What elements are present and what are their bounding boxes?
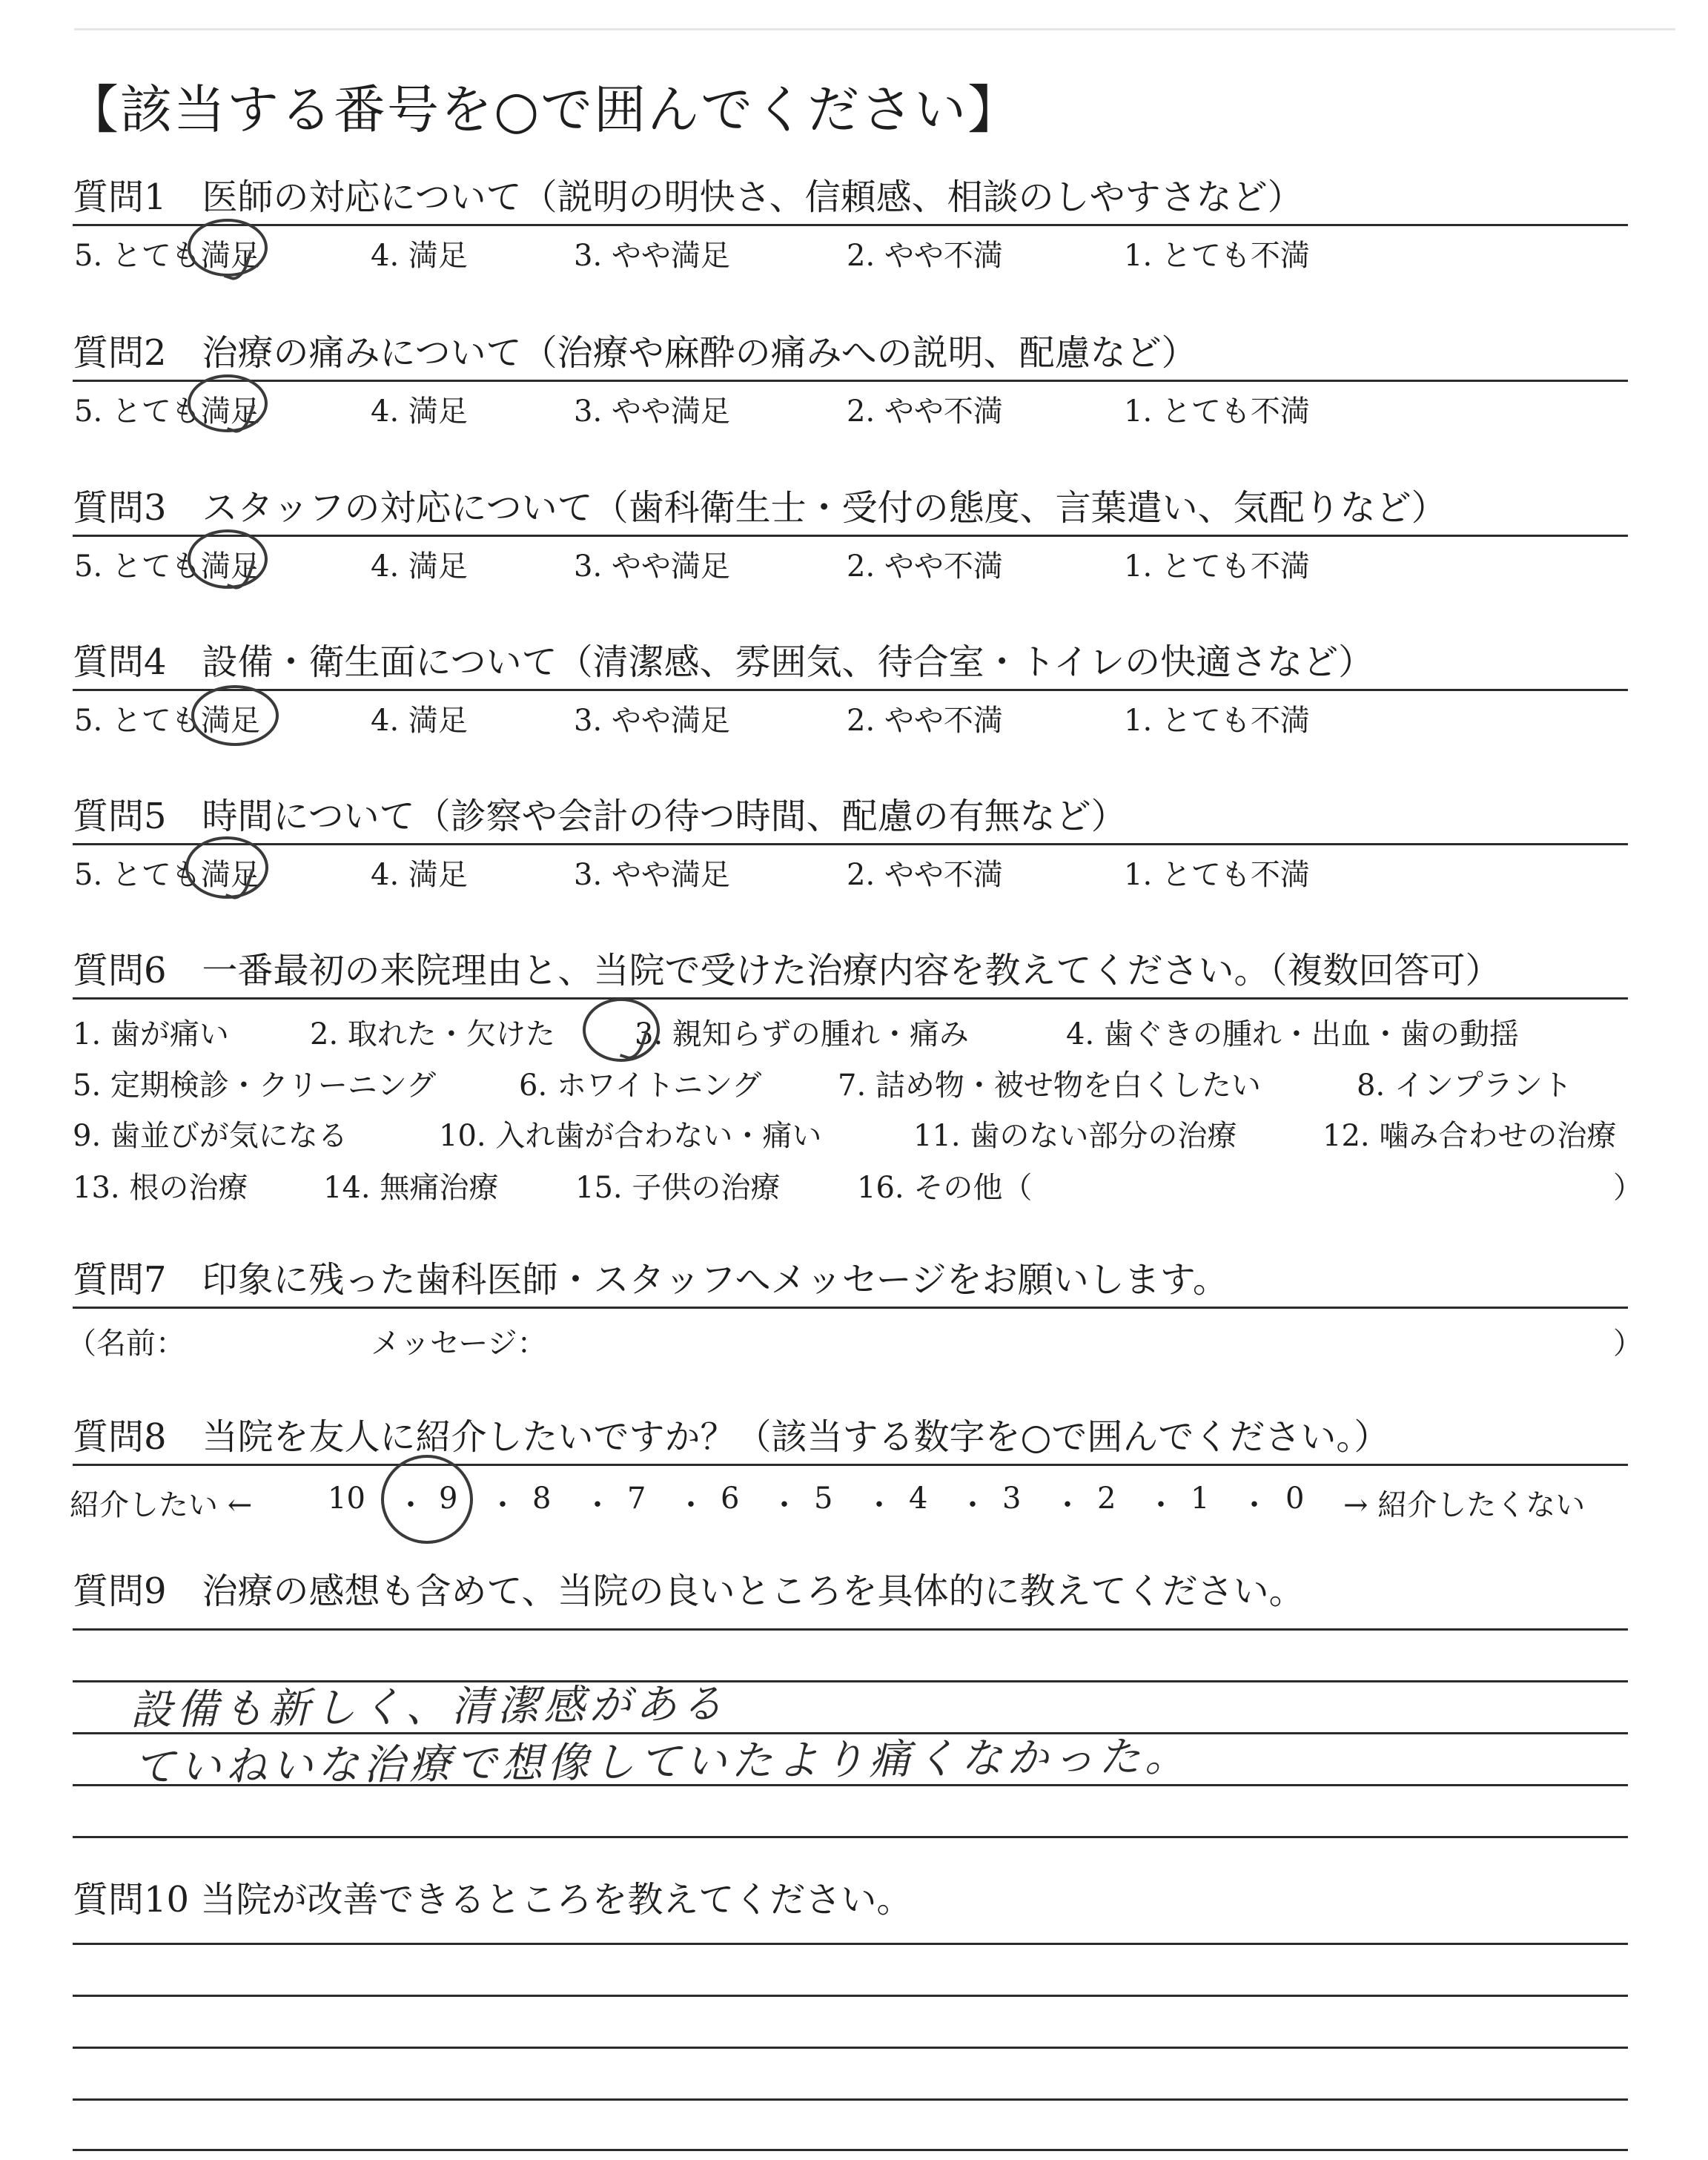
q8-score-3[interactable]: 3 [1002, 1482, 1022, 1516]
question-9 [73, 1572, 1628, 1618]
q2-option-5[interactable]: 5. とても満足 [74, 394, 260, 429]
question-6-label: 質問6 一番最初の来院理由と、当院で受けた治療内容を教えてください。（複数回答可） [73, 950, 1501, 991]
q1-option-4[interactable]: 4. 満足 [371, 239, 468, 273]
q8-dot: ・ [1146, 1488, 1176, 1522]
q6-choice-6[interactable]: 6. ホワイトニング [519, 1069, 762, 1103]
q6-choice-3[interactable]: 3. 親知らずの腫れ・痛み [635, 1017, 969, 1051]
q8-left-label: 紹介したい ← [70, 1488, 253, 1522]
q8-hand-circle [381, 1455, 473, 1544]
answer-rule [73, 1995, 1628, 1997]
question-1-label: 質問1 医師の対応について（説明の明快さ、信頼感、相談のしやすさなど） [73, 176, 1303, 218]
question-1 [73, 178, 1628, 275]
q5-option-1[interactable]: 1. とても不満 [1124, 858, 1310, 892]
question-7 [73, 1261, 1628, 1309]
q2-option-4[interactable]: 4. 満足 [371, 394, 468, 429]
q6-choice-5[interactable]: 5. 定期検診・クリーニング [73, 1069, 437, 1103]
question-8-label: 質問8 当院を友人に紹介したいですか？（該当する数字を○で囲んでください。） [73, 1416, 1390, 1458]
q8-score-5[interactable]: 5 [814, 1482, 833, 1516]
q1-option-1[interactable]: 1. とても不満 [1124, 239, 1310, 273]
q1-option-3[interactable]: 3. やや満足 [574, 239, 730, 273]
question-2-options [73, 382, 1628, 431]
question-7-label: 質問7 印象に残った歯科医師・スタッフへメッセージをお願いします。 [73, 1259, 1228, 1301]
q3-hand-circle [188, 529, 268, 589]
question-6-heading [73, 951, 1628, 1000]
question-8 [73, 1418, 1628, 1466]
q4-option-5[interactable]: 5. とても満足 [74, 704, 260, 738]
question-8-heading [73, 1418, 1628, 1466]
q8-score-2[interactable]: 2 [1097, 1482, 1116, 1516]
answer-rule [73, 2149, 1628, 2151]
question-5-options [73, 845, 1628, 894]
question-5 [73, 797, 1628, 894]
q8-score-0[interactable]: 0 [1285, 1482, 1305, 1516]
question-4 [73, 643, 1628, 740]
q6-choice-16[interactable]: 16. その他（ [857, 1171, 1033, 1205]
q4-option-2[interactable]: 2. やや不満 [847, 704, 1003, 738]
question-3-options [73, 537, 1628, 586]
page-top-rule [74, 28, 1675, 30]
q8-dot: ・ [488, 1488, 517, 1522]
q8-score-4[interactable]: 4 [909, 1482, 928, 1516]
q6-choice-4[interactable]: 4. 歯ぐきの腫れ・出血・歯の動揺 [1066, 1017, 1519, 1051]
q8-dot: ・ [583, 1488, 612, 1522]
q6-choice-13[interactable]: 13. 根の治療 [73, 1171, 248, 1205]
q5-option-3[interactable]: 3. やや満足 [574, 858, 730, 892]
question-7-heading [73, 1261, 1628, 1309]
q5-option-2[interactable]: 2. やや不満 [847, 858, 1003, 892]
question-3 [73, 489, 1628, 586]
question-1-options [73, 226, 1628, 275]
question-1-heading [73, 178, 1628, 226]
q1-option-5[interactable]: 5. とても満足 [74, 239, 260, 273]
q9-answer-line-2: ていねいな治療で想像していたより痛くなかった。 [133, 1732, 1191, 1792]
q2-hand-circle [188, 374, 268, 432]
q3-option-3[interactable]: 3. やや満足 [574, 549, 730, 584]
answer-rule [73, 1943, 1628, 1945]
q6-choice-9[interactable]: 9. 歯並びが気になる [73, 1119, 348, 1153]
question-10-label: 質問10 当院が改善できるところを教えてください。 [73, 1879, 913, 1920]
q6-choice-1[interactable]: 1. 歯が痛い [73, 1017, 229, 1051]
q4-option-4[interactable]: 4. 満足 [371, 704, 468, 738]
question-3-heading [73, 489, 1628, 537]
question-4-label: 質問4 設備・衛生面について（清潔感、雰囲気、待合室・トイレの快適さなど） [73, 641, 1374, 683]
answer-rule [73, 1628, 1628, 1631]
question-9-label: 質問9 治療の感想も含めて、当院の良いところを具体的に教えてください。 [73, 1571, 1305, 1612]
q4-option-1[interactable]: 1. とても不満 [1124, 704, 1310, 738]
q3-option-4[interactable]: 4. 満足 [371, 549, 468, 584]
q6-choice-8[interactable]: 8. インプラント [1357, 1069, 1572, 1103]
q8-score-6[interactable]: 6 [721, 1482, 740, 1516]
question-9-heading [73, 1572, 1628, 1618]
q5-option-5[interactable]: 5. とても満足 [74, 858, 260, 892]
question-4-options [73, 691, 1628, 740]
form-instruction: 【該当する番号を○で囲んでください】 [67, 79, 1022, 140]
q6-other-close-paren: ） [1613, 1171, 1643, 1205]
q2-option-3[interactable]: 3. やや満足 [574, 394, 730, 429]
q6-choice-12[interactable]: 12. 噛み合わせの治療 [1323, 1119, 1617, 1153]
q8-dot: ・ [396, 1488, 426, 1522]
q8-dot: ・ [864, 1488, 894, 1522]
q3-option-1[interactable]: 1. とても不満 [1124, 549, 1310, 584]
q3-option-5[interactable]: 5. とても満足 [74, 549, 260, 584]
q8-dot: ・ [676, 1488, 706, 1522]
answer-rule [73, 2047, 1628, 2049]
q6-choice-15[interactable]: 15. 子供の治療 [575, 1171, 781, 1205]
q3-option-2[interactable]: 2. やや不満 [847, 549, 1003, 584]
q1-option-2[interactable]: 2. やや不満 [847, 239, 1003, 273]
q6-choice-14[interactable]: 14. 無痛治療 [323, 1171, 499, 1205]
q8-score-10[interactable]: 10 [328, 1482, 365, 1516]
question-4-heading [73, 643, 1628, 691]
q8-score-8[interactable]: 8 [532, 1482, 552, 1516]
q8-dot: ・ [958, 1488, 987, 1522]
question-2 [73, 334, 1628, 431]
q2-option-2[interactable]: 2. やや不満 [847, 394, 1003, 429]
question-2-label: 質問2 治療の痛みについて（治療や麻酔の痛みへの説明、配慮など） [73, 332, 1197, 374]
q7-message-label: メッセージ： [371, 1327, 547, 1361]
q8-dot: ・ [1053, 1488, 1082, 1522]
answer-rule [73, 1836, 1628, 1838]
q8-dot: ・ [1239, 1488, 1269, 1522]
q6-choice-10[interactable]: 10. 入れ歯が合わない・痛い [439, 1119, 822, 1153]
question-5-label: 質問5 時間について（診察や会計の待つ時間、配慮の有無など） [73, 796, 1127, 837]
q4-hand-circle [191, 685, 279, 746]
q7-name-label: （名前： [67, 1327, 185, 1361]
question-10 [73, 1880, 1628, 1926]
q8-dot: ・ [769, 1488, 799, 1522]
question-3-label: 質問3 スタッフの対応について（歯科衛生士・受付の態度、言葉遣い、気配りなど） [73, 487, 1447, 529]
question-6 [73, 951, 1628, 1000]
q8-right-label: → 紹介したくない [1343, 1488, 1586, 1522]
q6-choice-11[interactable]: 11. 歯のない部分の治療 [913, 1119, 1237, 1153]
question-10-heading [73, 1880, 1628, 1926]
answer-rule [73, 2098, 1628, 2101]
q5-option-4[interactable]: 4. 満足 [371, 858, 468, 892]
q6-choice-2[interactable]: 2. 取れた・欠けた [310, 1017, 555, 1051]
q8-score-9[interactable]: 9 [439, 1482, 458, 1516]
q8-score-1[interactable]: 1 [1191, 1482, 1210, 1516]
q2-option-1[interactable]: 1. とても不満 [1124, 394, 1310, 429]
q6-choice-7[interactable]: 7. 詰め物・被せ物を白くしたい [838, 1069, 1261, 1103]
q9-answer-line-1: 設備も新しく、清潔感がある [130, 1680, 728, 1735]
question-2-heading [73, 334, 1628, 382]
q8-score-7[interactable]: 7 [627, 1482, 646, 1516]
q7-close-paren: ） [1613, 1327, 1643, 1361]
question-5-heading [73, 797, 1628, 845]
q4-option-3[interactable]: 3. やや満足 [574, 704, 730, 738]
